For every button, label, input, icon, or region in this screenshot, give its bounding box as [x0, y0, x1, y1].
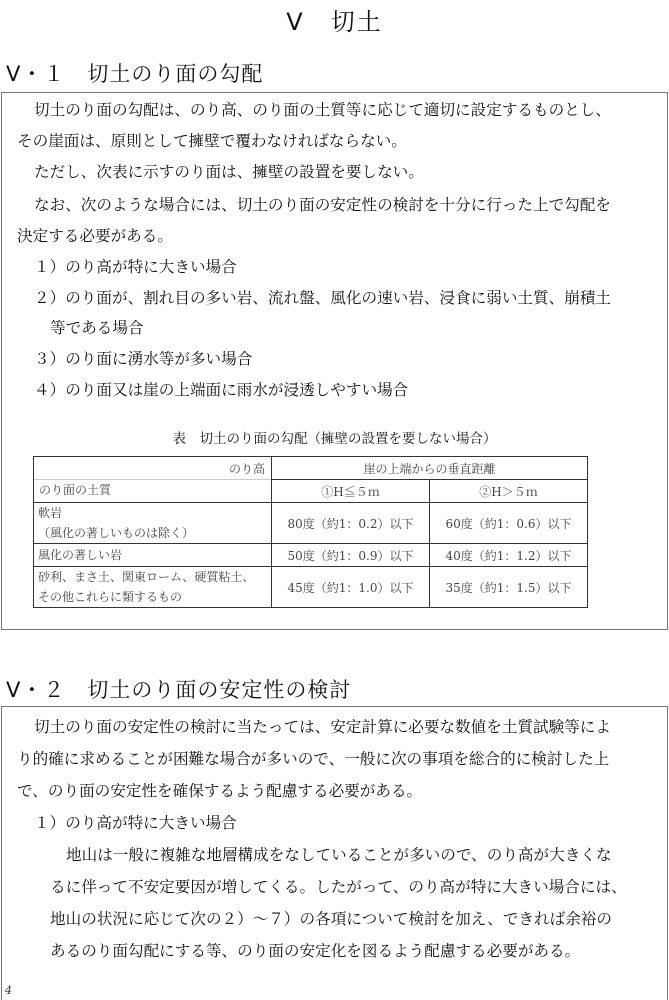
soil-line: 軟岩 — [38, 506, 63, 520]
list-item: １）のり高が特に大きい場合 — [34, 258, 237, 276]
table-corner-header — [34, 457, 272, 503]
section-title-slope-stability: Ⅴ・２ 切土のり面の安定性の検討 — [6, 678, 352, 702]
value-cell: 45度（約1：1.0）以下 — [272, 567, 430, 608]
paragraph-line: 切土のり面の安定性の検討に当たっては、安定計算に必要な数値を土質試験等によ — [34, 718, 611, 736]
paragraph-line: 地山は一般に複雑な地層構成をなしていることが多いので、のり高が大きくな — [66, 846, 612, 864]
soil-cell — [34, 567, 272, 608]
header-group: 崖の上端からの垂直距離 — [272, 457, 588, 480]
paragraph-line: 地山の状況に応じて次の２）～７）の各項について検討を加え、できれば余裕の — [50, 910, 612, 928]
header-soil-label: のり面の土質 — [39, 483, 112, 497]
page-number: 4 — [5, 984, 12, 997]
value-cell: 60度（約1：0.6）以下 — [430, 503, 588, 544]
soil-line: 砂利、まさ土、関東ローム、硬質粘土、 — [38, 570, 255, 584]
value-cell: 35度（約1：1.5）以下 — [430, 567, 588, 608]
list-item: １）のり高が特に大きい場合 — [34, 814, 237, 832]
paragraph-line: 決定する必要がある。 — [17, 227, 173, 245]
table-caption: 表 切土のり面の勾配（擁壁の設置を要しない場合） — [172, 431, 497, 447]
paragraph-line: なお、次のような場合には、切土のり面の安定性の検討を十分に行った上で勾配を — [34, 196, 611, 214]
list-item: ４）のり面又は崖の上端面に雨水が浸透しやすい場合 — [34, 381, 409, 399]
paragraph-line: で、のり面の安定性を確保するよう配慮する必要がある。 — [17, 782, 423, 800]
paragraph-line: るに伴って不安定要因が増してくる。したがって、のり高が特に大きい場合には、 — [50, 878, 627, 896]
slope-gradient-table — [33, 456, 588, 608]
paragraph-line: 切土のり面の勾配は、のり高、のり面の土質等に応じて適切に設定するものとし、 — [34, 101, 611, 119]
header-height-label: のり高 — [228, 462, 265, 476]
table-row — [34, 544, 588, 567]
header-col-1: ①H≦５ｍ — [272, 480, 430, 503]
paragraph-line: ただし、次表に示すのり面は、擁壁の設置を要しない。 — [34, 163, 424, 181]
section-title-slope-gradient: Ⅴ・１ 切土のり面の勾配 — [6, 62, 264, 86]
value-cell: 50度（約1：0.9）以下 — [272, 544, 430, 567]
soil-cell — [34, 503, 272, 544]
soil-line: （風化の著しいものは除く） — [38, 526, 195, 540]
soil-cell — [34, 544, 272, 567]
paragraph-line: その崖面は、原則として擁壁で覆わなければならない。 — [17, 132, 407, 150]
list-item: ３）のり面に湧水等が多い場合 — [34, 350, 253, 368]
table-row — [34, 567, 588, 608]
value-cell: 40度（約1：1.2）以下 — [430, 544, 588, 567]
value-cell: 80度（約1：0.2）以下 — [272, 503, 430, 544]
table-row — [34, 503, 588, 544]
list-item: ２）のり面が、割れ目の多い岩、流れ盤、風化の速い岩、浸食に弱い土質、崩積土 — [34, 289, 611, 307]
soil-line: その他これらに類するもの — [38, 590, 183, 604]
list-item-continuation: 等である場合 — [50, 319, 144, 337]
paragraph-line: り的確に求めることが困難な場合が多いので、一般に次の事項を総合的に検討した上 — [17, 750, 610, 768]
paragraph-line: あるのり面勾配にする等、のり面の安定化を図るよう配慮する必要がある。 — [50, 942, 581, 960]
chapter-title: Ⅴ 切土 — [286, 8, 383, 36]
header-col-2: ②H＞５ｍ — [430, 480, 588, 503]
soil-line: 風化の著しい岩 — [38, 548, 123, 562]
